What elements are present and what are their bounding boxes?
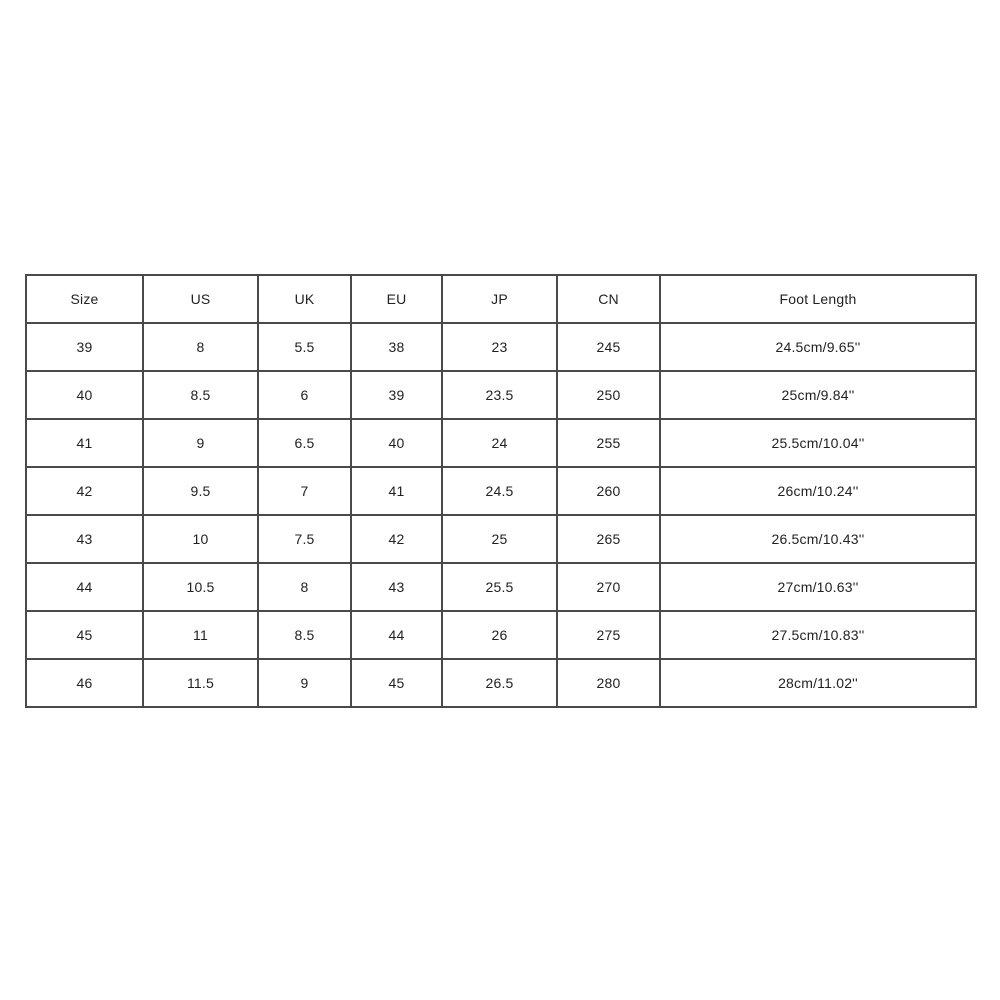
table-row	[26, 659, 976, 707]
cell-us: 11.5	[143, 659, 258, 707]
header-cell-jp: JP	[442, 275, 557, 323]
cell-uk: 7.5	[258, 515, 351, 563]
cell-cn: 265	[557, 515, 660, 563]
header-cell-cn: CN	[557, 275, 660, 323]
table-row	[26, 467, 976, 515]
cell-foot-length: 25cm/9.84''	[660, 371, 976, 419]
cell-jp: 25.5	[442, 563, 557, 611]
cell-eu: 44	[351, 611, 442, 659]
cell-foot-length: 24.5cm/9.65''	[660, 323, 976, 371]
cell-uk: 6	[258, 371, 351, 419]
cell-us: 11	[143, 611, 258, 659]
cell-us: 10	[143, 515, 258, 563]
cell-us: 10.5	[143, 563, 258, 611]
cell-eu: 42	[351, 515, 442, 563]
table-body	[26, 323, 976, 707]
cell-eu: 43	[351, 563, 442, 611]
cell-foot-length: 25.5cm/10.04''	[660, 419, 976, 467]
cell-uk: 8.5	[258, 611, 351, 659]
table-row	[26, 371, 976, 419]
header-cell-uk: UK	[258, 275, 351, 323]
cell-cn: 275	[557, 611, 660, 659]
cell-jp: 25	[442, 515, 557, 563]
cell-cn: 270	[557, 563, 660, 611]
cell-uk: 9	[258, 659, 351, 707]
header-cell-size: Size	[26, 275, 143, 323]
size-chart-table	[25, 274, 977, 708]
cell-uk: 5.5	[258, 323, 351, 371]
cell-size: 42	[26, 467, 143, 515]
cell-jp: 26.5	[442, 659, 557, 707]
cell-cn: 255	[557, 419, 660, 467]
table-row	[26, 563, 976, 611]
cell-foot-length: 27cm/10.63''	[660, 563, 976, 611]
cell-cn: 245	[557, 323, 660, 371]
cell-foot-length: 28cm/11.02''	[660, 659, 976, 707]
header-cell-us: US	[143, 275, 258, 323]
cell-uk: 8	[258, 563, 351, 611]
cell-foot-length: 26cm/10.24''	[660, 467, 976, 515]
header-cell-foot-length: Foot Length	[660, 275, 976, 323]
cell-jp: 23.5	[442, 371, 557, 419]
cell-jp: 23	[442, 323, 557, 371]
cell-cn: 260	[557, 467, 660, 515]
cell-size: 46	[26, 659, 143, 707]
header-cell-eu: EU	[351, 275, 442, 323]
cell-jp: 26	[442, 611, 557, 659]
cell-jp: 24.5	[442, 467, 557, 515]
cell-eu: 40	[351, 419, 442, 467]
cell-us: 9	[143, 419, 258, 467]
table-row	[26, 419, 976, 467]
cell-us: 8.5	[143, 371, 258, 419]
cell-uk: 7	[258, 467, 351, 515]
cell-foot-length: 26.5cm/10.43''	[660, 515, 976, 563]
cell-us: 9.5	[143, 467, 258, 515]
cell-cn: 250	[557, 371, 660, 419]
cell-size: 41	[26, 419, 143, 467]
cell-jp: 24	[442, 419, 557, 467]
table-row	[26, 611, 976, 659]
cell-eu: 38	[351, 323, 442, 371]
cell-cn: 280	[557, 659, 660, 707]
cell-foot-length: 27.5cm/10.83''	[660, 611, 976, 659]
table-header	[26, 275, 976, 323]
table-row	[26, 323, 976, 371]
cell-size: 43	[26, 515, 143, 563]
cell-size: 39	[26, 323, 143, 371]
cell-eu: 45	[351, 659, 442, 707]
cell-uk: 6.5	[258, 419, 351, 467]
cell-size: 40	[26, 371, 143, 419]
cell-size: 45	[26, 611, 143, 659]
cell-eu: 39	[351, 371, 442, 419]
cell-size: 44	[26, 563, 143, 611]
cell-eu: 41	[351, 467, 442, 515]
cell-us: 8	[143, 323, 258, 371]
table-row	[26, 515, 976, 563]
header-row	[26, 275, 976, 323]
